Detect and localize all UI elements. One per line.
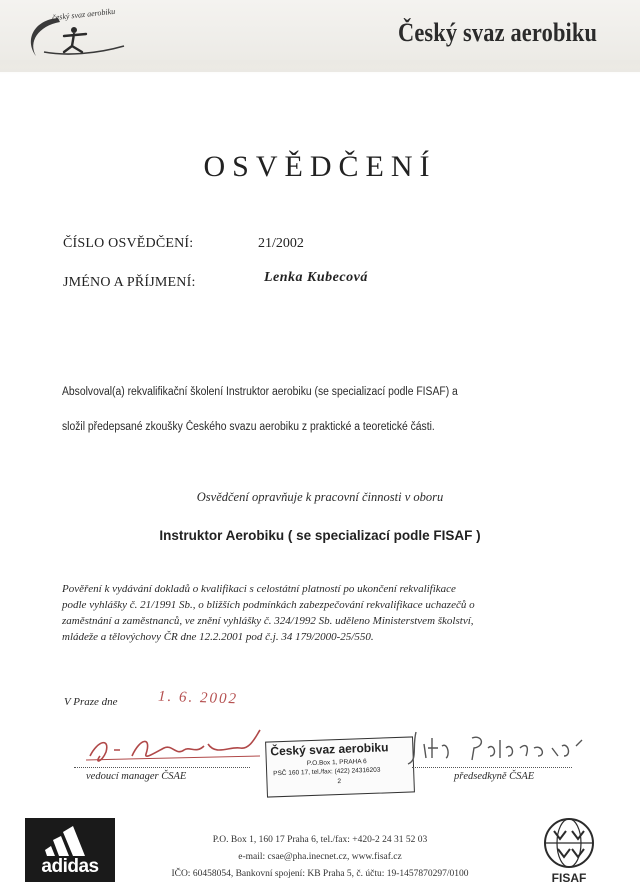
stamp-title: Český svaz aerobiku xyxy=(270,740,389,759)
stamp-line-2: PSČ 160 17, tel./fax: (422) 24316203 xyxy=(273,766,381,778)
certificate-number-label: ČÍSLO OSVĚDČENÍ: xyxy=(63,236,194,251)
logo-lettering: český svaz aerobiku xyxy=(51,6,116,23)
legal-line-2: podle vyhlášky č. 21/1991 Sb., o bližších podmínkách zabezpečování rekvalifikace uchazečů o xyxy=(62,599,475,611)
fisaf-globe-icon xyxy=(540,817,598,869)
official-stamp xyxy=(265,736,415,797)
footer-bank: IČO: 60458054, Bankovní spojení: KB Praha 5, č. účtu: 19-1457870297/0100 xyxy=(171,869,469,879)
footer-address: P.O. Box 1, 160 17 Praha 6, tel./fax: +420-2 24 31 52 03 xyxy=(212,835,428,845)
body-line-1: Absolvoval(a) rekvalifikační školení Instruktor aerobiku (se specializací podle FISAF) a xyxy=(62,386,458,398)
organization-name: Český svaz aerobiku xyxy=(398,18,598,47)
legal-line-1: Pověření k vydávání dokladů o kvalifikaci s celostátní platností po ukončení rekvalifikace xyxy=(62,583,456,595)
right-signature-label: předsedkyně ČSAE xyxy=(454,771,535,782)
certificate-number-value: 21/2002 xyxy=(258,236,304,251)
course-name: Instruktor Aerobiku ( se specializací podle FISAF ) xyxy=(159,528,481,543)
fisaf-logo xyxy=(528,815,610,885)
right-signature-line xyxy=(412,767,572,768)
left-signature-line xyxy=(74,767,250,768)
footer-email: e-mail: csae@pha.inecnet.cz, www.fisaf.cz xyxy=(238,852,402,862)
legal-line-4: mládeže a tělovýchovy ČR dne 12.2.2001 pod č.j. 34 179/2000-25/550. xyxy=(62,631,374,643)
legal-line-3: zaměstnání a zaměstnanců, ve znění vyhlášky č. 324/1992 Sb. uděleno Ministerstvem školství, xyxy=(62,615,474,627)
left-signature-label: vedoucí manager ČSAE xyxy=(86,771,187,782)
stamp-line-3: 2 xyxy=(337,777,342,786)
adidas-wordmark: adidas xyxy=(41,856,99,877)
stamp-line-1: P.O.Box 1, PRAHA 6 xyxy=(306,758,367,768)
body-line-2: složil předepsané zkoušky Českého svazu aerobiku z praktické a teoretické části. xyxy=(62,421,435,433)
handwritten-date: 1. 6. 2002 xyxy=(157,688,239,708)
name-value: Lenka Kubecová xyxy=(264,270,368,285)
authorization-text: Osvědčení opravňuje k pracovní činnosti v oboru xyxy=(196,490,444,504)
fisaf-wordmark: FISAF xyxy=(551,871,587,885)
name-label: JMÉNO A PŘÍJMENÍ: xyxy=(63,275,196,290)
place-label: V Praze dne xyxy=(64,696,118,708)
left-signature-icon xyxy=(80,726,270,770)
document-title: OSVĚDČENÍ xyxy=(203,150,437,183)
right-signature-icon xyxy=(402,726,592,770)
